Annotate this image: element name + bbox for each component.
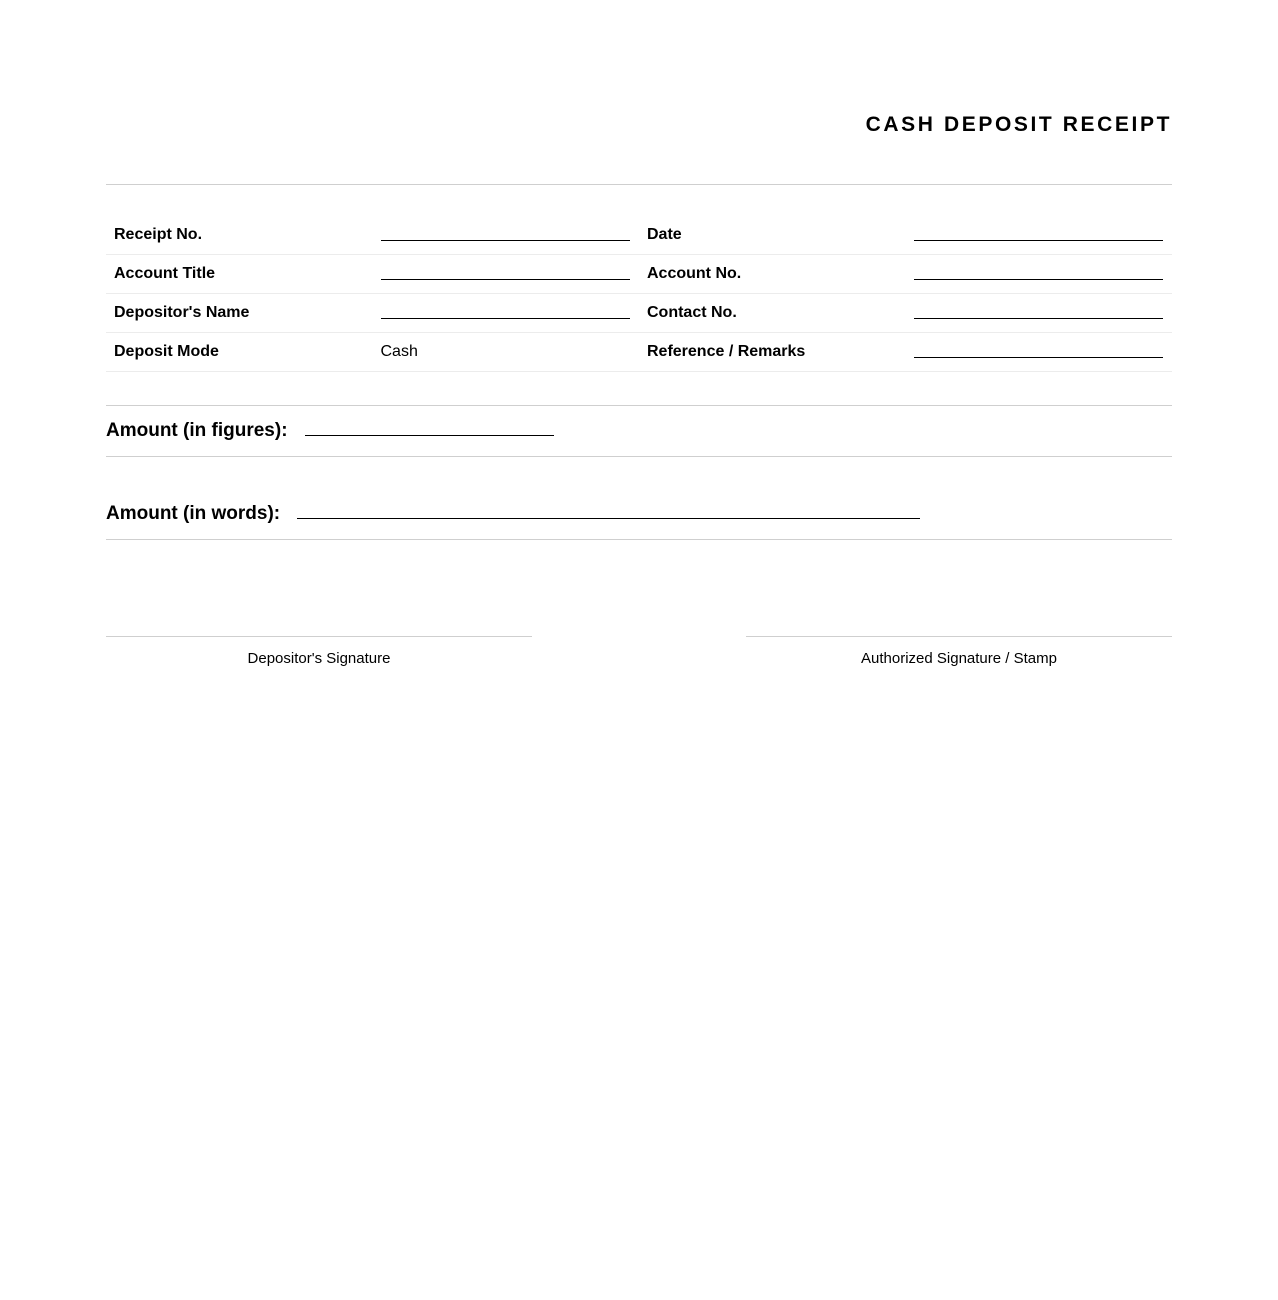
table-row [106, 216, 1172, 255]
table-row [106, 255, 1172, 294]
authorized-signature-label: Authorized Signature / Stamp [861, 650, 1057, 667]
amount-bottom-divider [106, 539, 1172, 540]
date-label: Date [639, 216, 906, 255]
date-field[interactable] [906, 216, 1173, 255]
depositor-signature-label: Depositor's Signature [247, 650, 391, 667]
receipt-no-label: Receipt No. [106, 216, 373, 255]
receipt-fields-table [106, 216, 1172, 372]
deposit-mode-value: Cash [373, 333, 640, 372]
account-no-field[interactable] [906, 255, 1173, 294]
amount-top-divider [106, 405, 1172, 406]
reference-remarks-label: Reference / Remarks [639, 333, 906, 372]
reference-remarks-field[interactable] [906, 333, 1173, 372]
amount-middle-divider [106, 456, 1172, 457]
contact-no-label: Contact No. [639, 294, 906, 333]
depositor-name-field[interactable] [373, 294, 640, 333]
date-blank[interactable] [914, 230, 1163, 241]
contact-no-blank[interactable] [914, 308, 1163, 319]
amount-figures-blank[interactable] [305, 421, 554, 436]
amount-figures-label: Amount (in figures): [106, 420, 288, 441]
depositor-name-label: Depositor's Name [106, 294, 373, 333]
contact-no-field[interactable] [906, 294, 1173, 333]
account-no-label: Account No. [639, 255, 906, 294]
table-row [106, 333, 1172, 372]
account-title-blank[interactable] [381, 269, 630, 280]
amount-words-label: Amount (in words): [106, 503, 281, 524]
receipt-no-blank[interactable] [381, 230, 630, 241]
amount-figures-row [106, 420, 554, 442]
page-title: CASH DEPOSIT RECEIPT [865, 113, 1172, 136]
amount-words-row [106, 503, 920, 525]
reference-remarks-blank[interactable] [914, 347, 1163, 358]
account-title-label: Account Title [106, 255, 373, 294]
header-divider [106, 184, 1172, 185]
depositor-signature-block[interactable] [106, 636, 532, 668]
account-title-field[interactable] [373, 255, 640, 294]
account-no-blank[interactable] [914, 269, 1163, 280]
depositor-name-blank[interactable] [381, 308, 630, 319]
deposit-mode-label: Deposit Mode [106, 333, 373, 372]
receipt-no-field[interactable] [373, 216, 640, 255]
amount-words-blank[interactable] [297, 504, 920, 519]
table-row [106, 294, 1172, 333]
authorized-signature-block[interactable] [746, 636, 1172, 668]
